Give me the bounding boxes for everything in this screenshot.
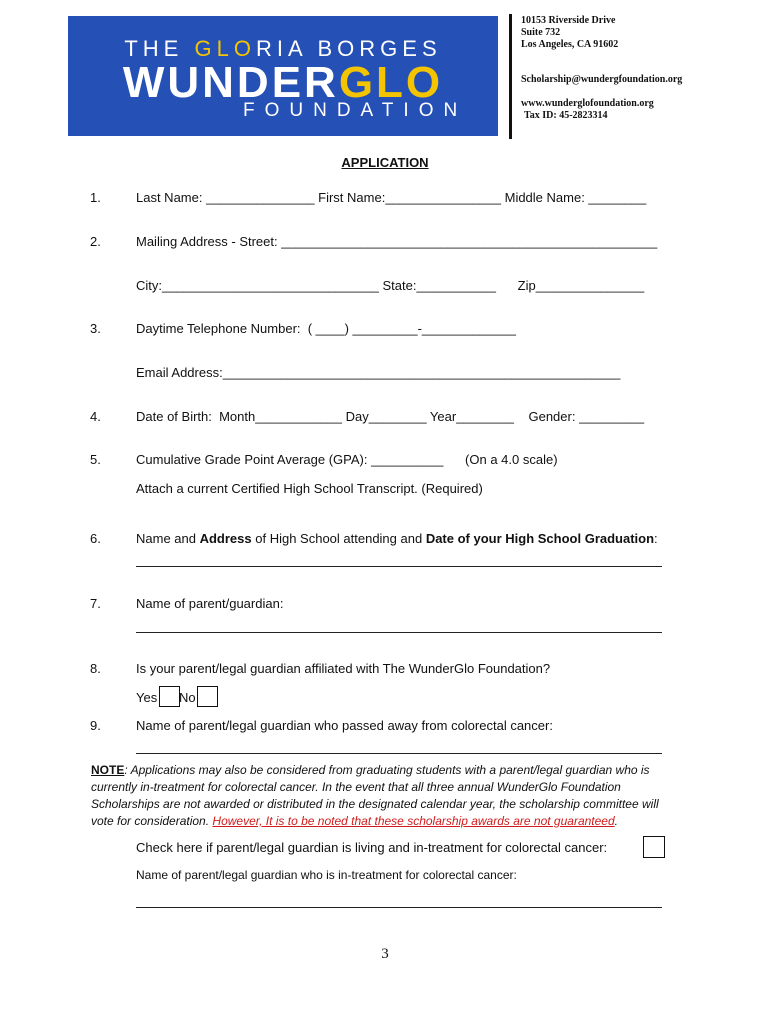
header-email[interactable]: Scholarship@wundergfoundation.org: [521, 74, 683, 85]
in-treatment-name-answer-line[interactable]: [136, 907, 662, 908]
logo-line-3: FOUNDATION: [243, 100, 468, 121]
logo-line-1: THE GLORIA BORGES: [124, 36, 442, 61]
item-number-5: 5.: [90, 452, 101, 467]
foundation-logo: [68, 16, 498, 136]
header-suite: Suite 732: [521, 27, 561, 38]
header-city: Los Angeles, CA 91602: [521, 39, 619, 50]
transcript-instruction: Attach a current Certified High School Transcript. (Required): [136, 481, 483, 496]
header-street: 10153 Riverside Drive: [521, 15, 616, 26]
item-number-7: 7.: [90, 596, 101, 611]
in-treatment-name-question: Name of parent/legal guardian who is in-treatment for colorectal cancer:: [136, 868, 517, 882]
item-number-2: 2.: [90, 234, 101, 249]
parent-name-question: Name of parent/guardian:: [136, 596, 284, 611]
page-number: 3: [381, 946, 389, 962]
city-state-zip-fields[interactable]: City:______________________________ State:___________ Zip_______________: [136, 278, 645, 293]
in-treatment-check-label: Check here if parent/legal guardian is living and in-treatment for colorectal cancer:: [136, 840, 608, 855]
high-school-question: Name and Address of High School attending and Date of your High School Graduation:: [136, 531, 658, 546]
name-fields[interactable]: Last Name: _______________ First Name:________________ Middle Name: ________: [136, 190, 647, 205]
item-number-6: 6.: [90, 531, 101, 546]
item-number-9: 9.: [90, 718, 101, 733]
high-school-answer-line[interactable]: [136, 566, 662, 567]
logo-line-2: WUNDERGLO: [122, 58, 444, 107]
no-label: No: [179, 690, 196, 705]
item-number-3: 3.: [90, 321, 101, 336]
yes-label: Yes: [136, 690, 158, 705]
email-field[interactable]: Email Address:_______________________________________________________: [136, 365, 621, 380]
gpa-field[interactable]: Cumulative Grade Point Average (GPA): __________ (On a 4.0 scale): [136, 452, 558, 467]
page-title: APPLICATION: [341, 155, 429, 170]
header-divider: [509, 14, 512, 139]
street-field[interactable]: Mailing Address - Street: ____________________________________________________: [136, 234, 658, 249]
no-checkbox[interactable]: [197, 686, 218, 707]
parent-name-answer-line[interactable]: [136, 632, 662, 633]
item-number-1: 1.: [90, 190, 101, 205]
note-paragraph: NOTE: Applications may also be considered from graduating students with a parent/legal guardian who is currently in-treatment for colorectal cancer. In the event that all three annual WunderGlo Foundation Scholarships are not awarded or distributed in the designated calendar year, the scholarship committee will vote for consideration. However, It is to be noted that these scholarship awards are not guaranteed.: [91, 763, 659, 828]
yes-checkbox[interactable]: [159, 686, 180, 707]
deceased-parent-answer-line[interactable]: [136, 753, 662, 754]
header-tax-id: Tax ID: 45-2823314: [524, 110, 608, 121]
birth-gender-fields[interactable]: Date of Birth: Month____________ Day________ Year________ Gender: _________: [136, 409, 645, 424]
item-number-4: 4.: [90, 409, 101, 424]
header-website[interactable]: www.wunderglofoundation.org: [521, 98, 654, 109]
phone-field[interactable]: Daytime Telephone Number: ( ____) _________-_____________: [136, 321, 516, 336]
in-treatment-checkbox[interactable]: [643, 836, 665, 858]
deceased-parent-question: Name of parent/legal guardian who passed away from colorectal cancer:: [136, 718, 553, 733]
affiliation-question: Is your parent/legal guardian affiliated with The WunderGlo Foundation?: [136, 661, 551, 676]
item-number-8: 8.: [90, 661, 101, 676]
